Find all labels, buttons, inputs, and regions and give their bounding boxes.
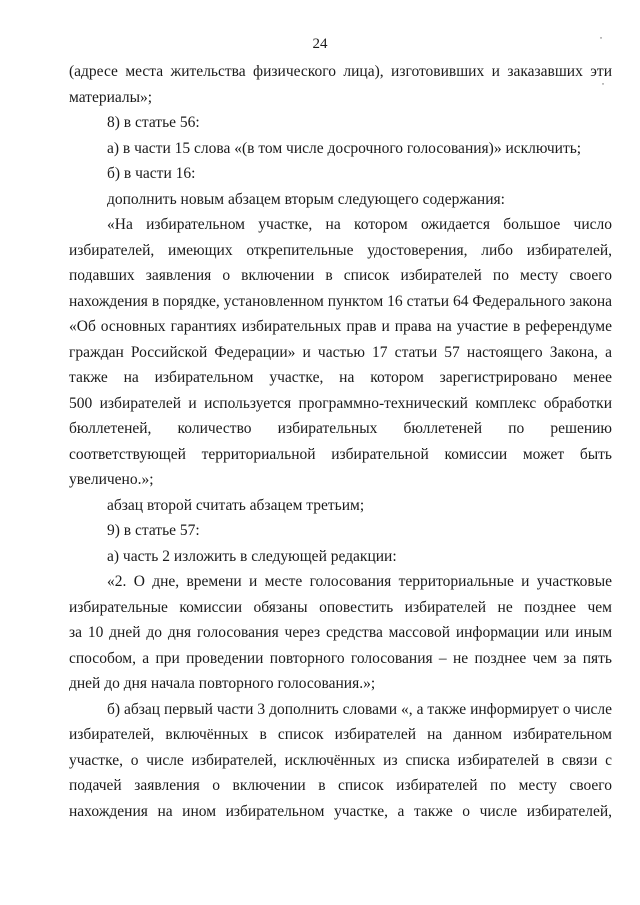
text-line: 8) в статье 56: [107,114,200,131]
text-line: «На избирательном участке, на котором ожидается большое число [107,216,612,233]
text-line: абзац второй считать абзацем третьим; [107,496,365,514]
text-line: избирательные комиссии обязаны оповестить избирателей не позднее чем [69,598,612,616]
scan-mark-top: ˙ [599,34,603,48]
text-line: 9) в статье 57: [107,522,200,539]
text-line: а) часть 2 изложить в следующей редакции: [107,547,397,565]
text-line: материалы»; [69,88,153,106]
text-line: (адресе места жительства физического лица), изготовивших и заказавших эти [69,63,612,80]
text-line: «Об основных гарантиях избирательных прав и права на участие в референдуме [69,318,612,335]
text-line: б) абзац первый части 3 дополнить словами «, а также информирует о числе [107,700,612,718]
text-line: «2. О дне, времени и месте голосования территориальные и участковые [107,573,612,590]
scan-mark-right: ˙ [601,80,605,94]
page-number: 24 [312,36,328,52]
text-line: за 10 дней до дня голосования через средства массовой информации или иным [69,624,612,641]
text-line: подачей заявления о включении в список избирателей по месту своего [69,777,612,794]
text-line: б) в части 16: [107,165,196,182]
text-line: дней до дня начала повторного голосования.»; [69,675,376,692]
text-line: также на избирательном участке, на котором зарегистрировано менее [69,369,612,386]
text-line: бюллетеней, количество избирательных бюллетеней по решению [69,420,612,437]
text-line: увеличено.»; [69,471,154,488]
text-line: 500 избирателей и используется программно-технический комплекс обработки [69,394,612,412]
text-line: нахождения на ином избирательном участке, а также о числе избирателей, [69,802,612,820]
text-line: подавших заявления о включении в список избирателей по месту своего [69,267,612,284]
text-line: избирателей, включённых в список избирателей на данном избирательном [69,726,612,743]
text-line: избирателей, имеющих открепительные удостоверения, либо избирателей, [69,241,612,259]
text-line: а) в части 15 слова «(в том числе досрочного голосования)» исключить; [107,139,582,157]
text-line: соответствующей территориальной избирательной комиссии может быть [69,445,612,463]
text-line: нахождения в порядке, установленном пунктом 16 статьи 64 Федерального закона [69,292,612,310]
text-line: дополнить новым абзацем вторым следующего содержания: [107,190,505,208]
document-body [69,59,612,824]
text-line: участке, о числе избирателей, исключённых из списка избирателей в связи с [69,751,612,769]
text-line: способом, а при проведении повторного голосования – не позднее чем за пять [69,649,612,667]
text-line: граждан Российской Федерации» и частью 17 статьи 57 настоящего Закона, а [69,343,612,361]
